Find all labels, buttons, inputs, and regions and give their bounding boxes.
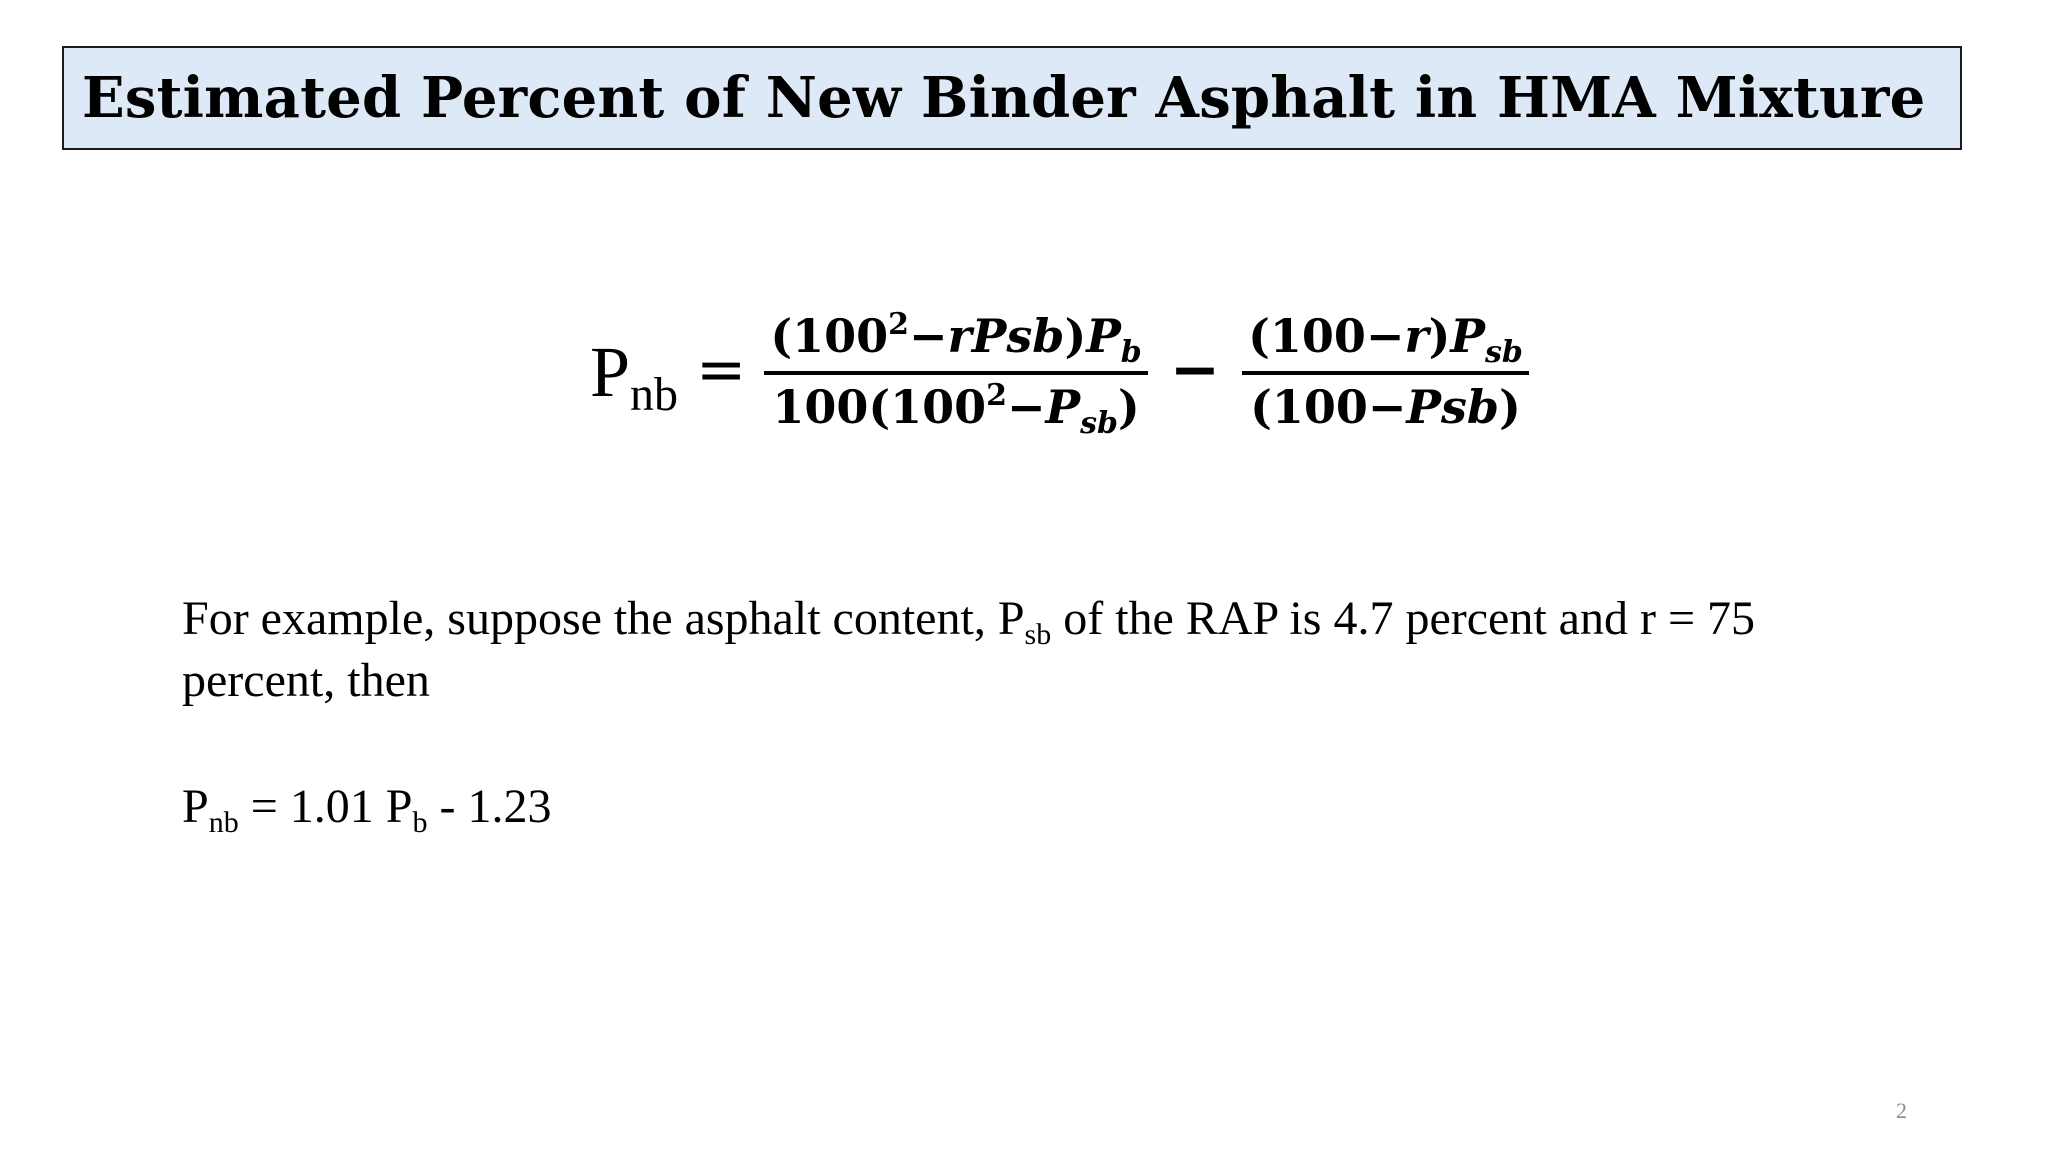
- pnb-formula: [590, 292, 1529, 452]
- slide-title: Estimated Percent of New Binder Asphalt in HMA Mixture: [82, 65, 1926, 131]
- result-equation: $P_{nb} = 1.01$ $P_b - 1.23$: [182, 780, 552, 839]
- fraction-1: [764, 307, 1147, 441]
- fraction-1-denominator: $100(100^2-P_{sb})$: [772, 378, 1140, 441]
- fraction-2-bar: [1242, 371, 1529, 375]
- fraction-1-numerator: $(100^2-rPsb)P_b$: [770, 307, 1142, 371]
- lhs-symbol: P: [590, 331, 631, 412]
- fraction-1-bar: [764, 371, 1147, 375]
- page-number: 2: [1896, 1098, 1907, 1123]
- formula-lhs: [590, 331, 679, 421]
- fraction-2: [1242, 310, 1529, 434]
- fraction-2-numerator: $(100-r)P_{sb}$: [1248, 309, 1523, 371]
- equals-sign: =: [696, 335, 747, 405]
- lhs-subscript: nb: [630, 367, 679, 421]
- example-paragraph: For example, suppose the asphalt content, $P_{sb}$ of the RAP is 4.7 percent and r = 75 percent, then: [182, 592, 1756, 707]
- minus-sign: −: [1169, 335, 1221, 405]
- slide-title-box: [62, 46, 1962, 150]
- fraction-2-denominator: (100−Psb): [1250, 380, 1521, 434]
